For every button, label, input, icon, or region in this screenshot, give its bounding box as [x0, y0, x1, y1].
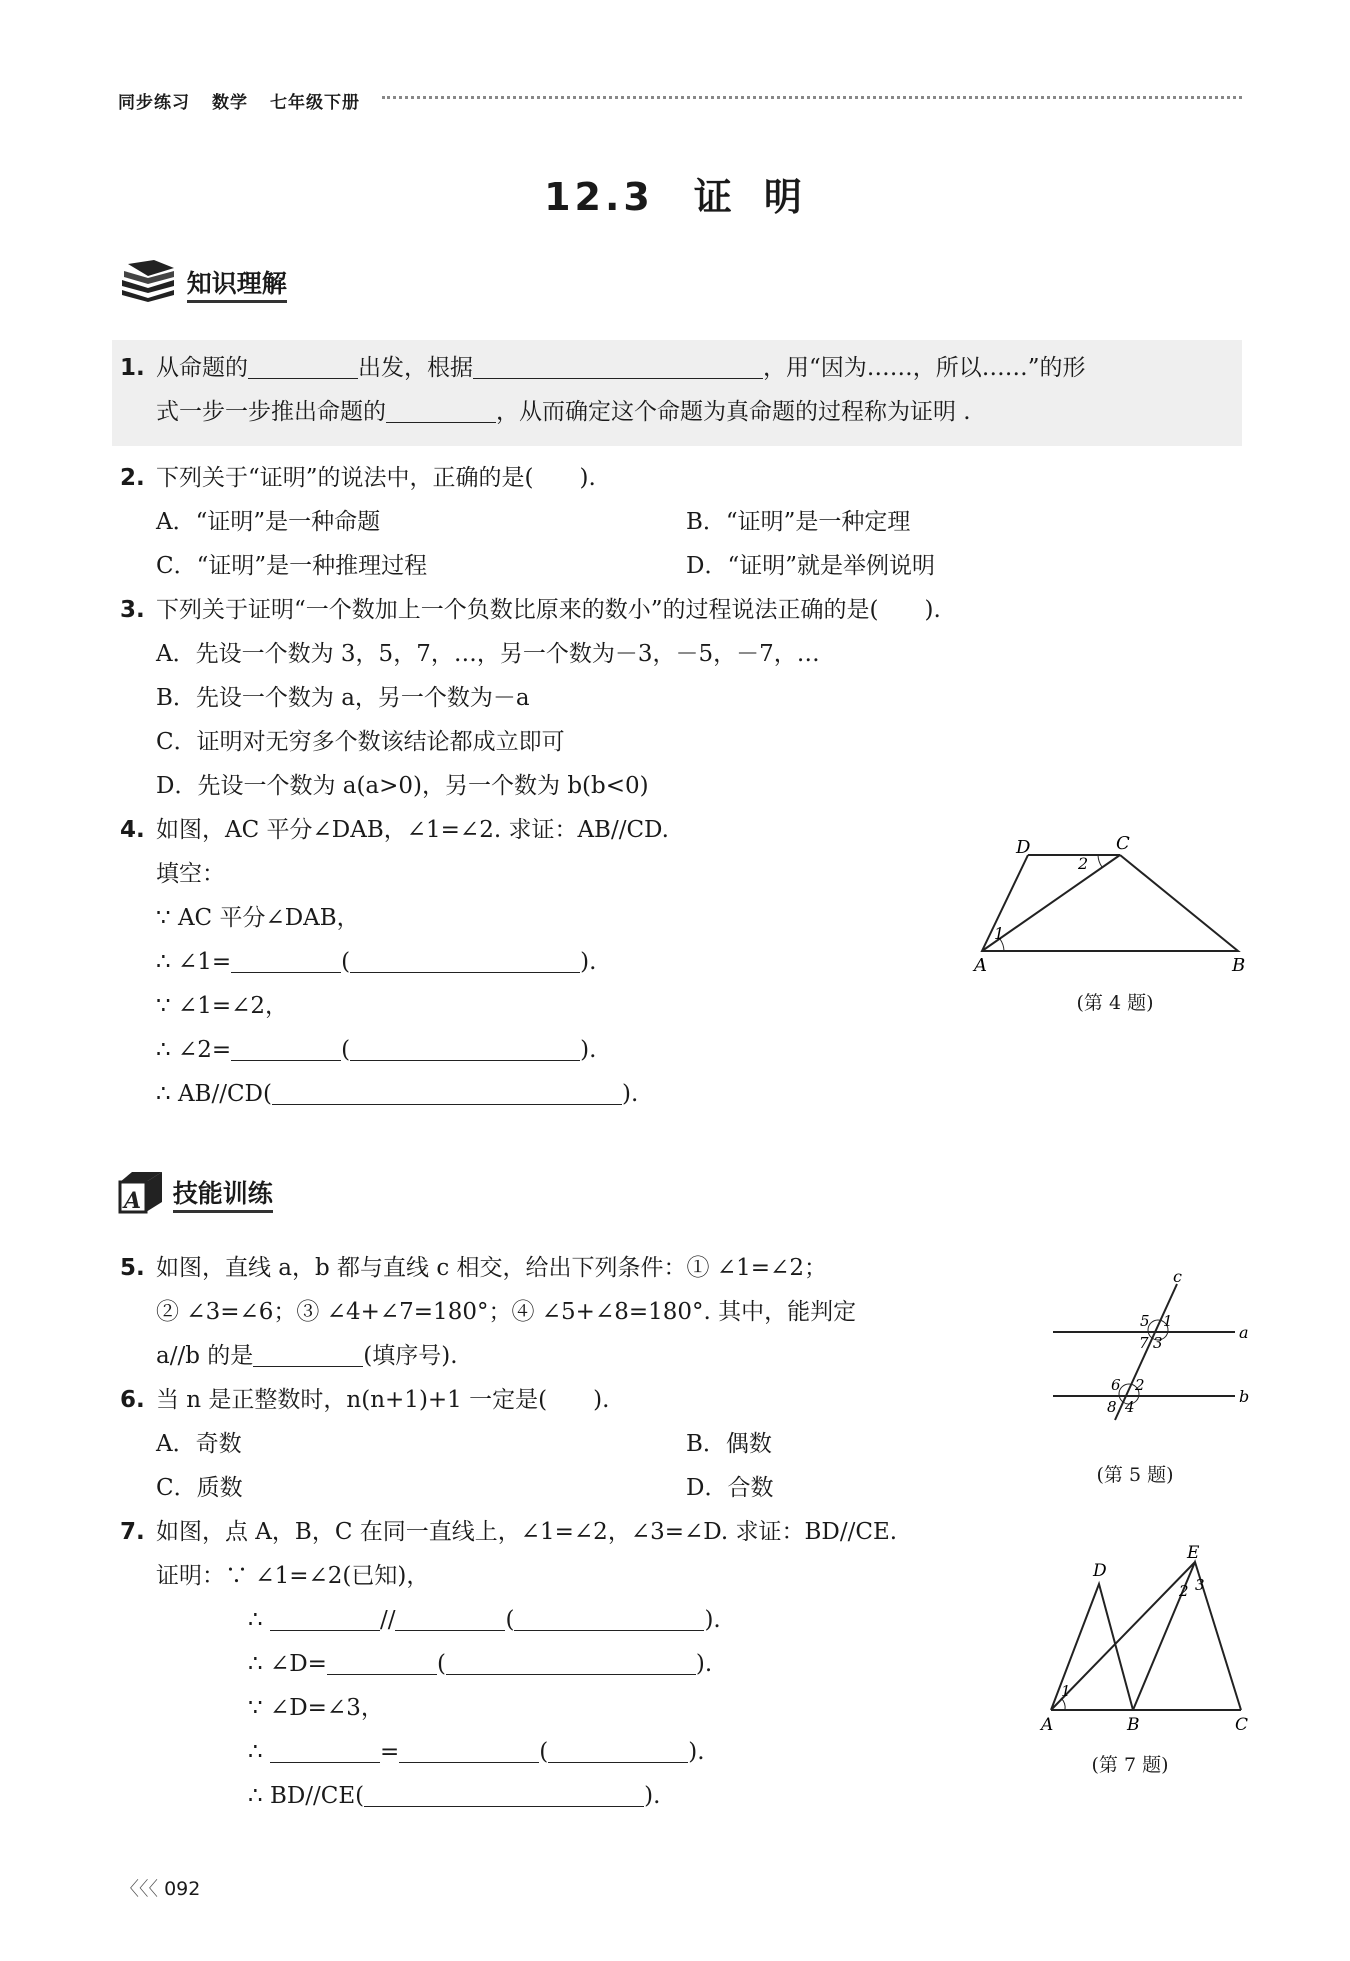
- svg-text:C: C: [1235, 1715, 1249, 1735]
- svg-text:6: 6: [1111, 1376, 1121, 1394]
- page-number: 〈〈〈 092: [120, 1878, 201, 1900]
- section-knowledge: 知识理解: [118, 260, 287, 302]
- option-c: C．“证明”是一种推理过程: [156, 553, 428, 579]
- figure-5-caption: (第 5 题): [1096, 1464, 1174, 1486]
- option-d: D．“证明”就是举例说明: [686, 553, 935, 579]
- blank[interactable]: [327, 1648, 437, 1675]
- svg-text:D: D: [1016, 837, 1031, 858]
- option-c: C．质数: [156, 1475, 243, 1501]
- svg-text:B: B: [1232, 955, 1246, 975]
- books-icon: [118, 260, 178, 302]
- option-b: B．“证明”是一种定理: [686, 509, 911, 535]
- svg-text:5: 5: [1140, 1312, 1150, 1330]
- svg-text:4: 4: [1125, 1398, 1135, 1416]
- book-name: 同步练习: [118, 93, 190, 113]
- figure-7-caption: (第 7 题): [1091, 1754, 1169, 1776]
- header-rule: [382, 96, 1242, 99]
- question-7: 7. 如图，点 A，B，C 在同一直线上，∠1=∠2，∠3=∠D. 求证：BD//CE. 证明：∵ ∠1=∠2(已知)， ∴ // ( ). ∴ ∠D= ( ). ∵ ∠D=∠3， ∴ = ( ). ∴ BD//CE( ).: [120, 1519, 898, 1809]
- svg-text:3: 3: [1153, 1334, 1163, 1352]
- svg-text:2: 2: [1078, 854, 1089, 873]
- question-3: 3. 下列关于证明“一个数加上一个负数比原来的数小”的过程说法正确的是( ). A．先设一个数为 3，5，7，…，另一个数为－3，－5，－7，… B．先设一个数为 a，另一个数为－a C．证明对无穷多个数该结论都成立即可 D．先设一个数为 a(a>0)，另一个数为 b(b<0): [120, 588, 1250, 808]
- blank[interactable]: [270, 1604, 380, 1631]
- option-a: A．奇数: [156, 1431, 242, 1457]
- blank[interactable]: [514, 1604, 704, 1631]
- svg-text:D: D: [1093, 1561, 1107, 1581]
- svg-text:8: 8: [1107, 1398, 1117, 1416]
- blank[interactable]: [248, 352, 358, 379]
- blank[interactable]: [395, 1604, 505, 1631]
- option-d: D．先设一个数为 a(a>0)，另一个数为 b(b<0): [156, 773, 649, 799]
- blank[interactable]: [364, 1780, 644, 1807]
- blank[interactable]: [548, 1736, 688, 1763]
- option-b: B．先设一个数为 a，另一个数为－a: [156, 685, 530, 711]
- blank[interactable]: [473, 352, 763, 379]
- blank[interactable]: [399, 1736, 539, 1763]
- svg-text:E: E: [1187, 1543, 1200, 1563]
- blank[interactable]: [272, 1078, 622, 1105]
- blank[interactable]: [231, 946, 341, 973]
- svg-text:b: b: [1239, 1387, 1250, 1406]
- svg-text:c: c: [1173, 1270, 1182, 1286]
- svg-text:1: 1: [1061, 1682, 1071, 1700]
- option-d: D．合数: [686, 1475, 774, 1501]
- blank[interactable]: [446, 1648, 696, 1675]
- running-header: [118, 88, 382, 113]
- subject: 数学: [212, 93, 248, 113]
- blank[interactable]: [350, 1034, 580, 1061]
- option-b: B．偶数: [686, 1431, 772, 1457]
- option-a: A．先设一个数为 3，5，7，…，另一个数为－3，－5，－7，…: [156, 641, 820, 667]
- blank[interactable]: [350, 946, 580, 973]
- figure-4: [970, 835, 1250, 975]
- option-a: A．“证明”是一种命题: [156, 509, 381, 535]
- svg-text:a: a: [1239, 1323, 1249, 1342]
- svg-text:3: 3: [1195, 1576, 1205, 1594]
- blank[interactable]: [386, 396, 496, 423]
- page-title: 12.3 证 明: [544, 175, 806, 219]
- grade: 七年级下册: [270, 93, 360, 113]
- figure-7: [1035, 1540, 1255, 1740]
- svg-text:2: 2: [1179, 1582, 1189, 1600]
- blank[interactable]: [231, 1034, 341, 1061]
- svg-text:1: 1: [1163, 1312, 1173, 1330]
- section-skills: A 技能训练: [118, 1168, 273, 1214]
- svg-text:1: 1: [994, 924, 1005, 943]
- figure-5: [1045, 1270, 1255, 1440]
- svg-text:C: C: [1116, 835, 1130, 854]
- svg-text:2: 2: [1135, 1376, 1145, 1394]
- blank[interactable]: [270, 1736, 380, 1763]
- svg-text:7: 7: [1139, 1334, 1149, 1352]
- question-4: 4. 如图，AC 平分∠DAB，∠1=∠2. 求证：AB//CD. 填空： ∵ AC 平分∠DAB， ∴ ∠1= ( ). ∵ ∠1=∠2， ∴ ∠2= ( ). ∴ AB//CD( ).: [120, 817, 669, 1107]
- blank[interactable]: [253, 1340, 363, 1367]
- question-6: 6. 当 n 是正整数时，n(n+1)+1 一定是( ). A．奇数 B．偶数 C．质数 D．合数: [120, 1378, 1040, 1510]
- figure-4-caption: (第 4 题): [1076, 992, 1154, 1014]
- cube-a-icon: [118, 1168, 164, 1214]
- option-c: C．证明对无穷多个数该结论都成立即可: [156, 729, 565, 755]
- svg-text:A: A: [124, 1188, 142, 1214]
- svg-text:A: A: [974, 955, 987, 975]
- question-1: 1. 从命题的 出发，根据 ，用“因为……，所以……”的形 式一步一步推出命题的 ，从而确定这个命题为真命题的过程称为证明 .: [120, 346, 1250, 434]
- svg-text:A: A: [1041, 1715, 1054, 1735]
- question-5: 5. 如图，直线 a，b 都与直线 c 相交，给出下列条件：① ∠1=∠2； ② ∠3=∠6；③ ∠4+∠7=180°；④ ∠5+∠8=180°. 其中，能判定 a//b 的是 (填序号).: [120, 1255, 857, 1369]
- svg-text:B: B: [1127, 1715, 1140, 1735]
- question-2: 2. 下列关于“证明”的说法中，正确的是( ). A．“证明”是一种命题 B．“证明”是一种定理 C．“证明”是一种推理过程 D．“证明”就是举例说明: [120, 456, 1250, 588]
